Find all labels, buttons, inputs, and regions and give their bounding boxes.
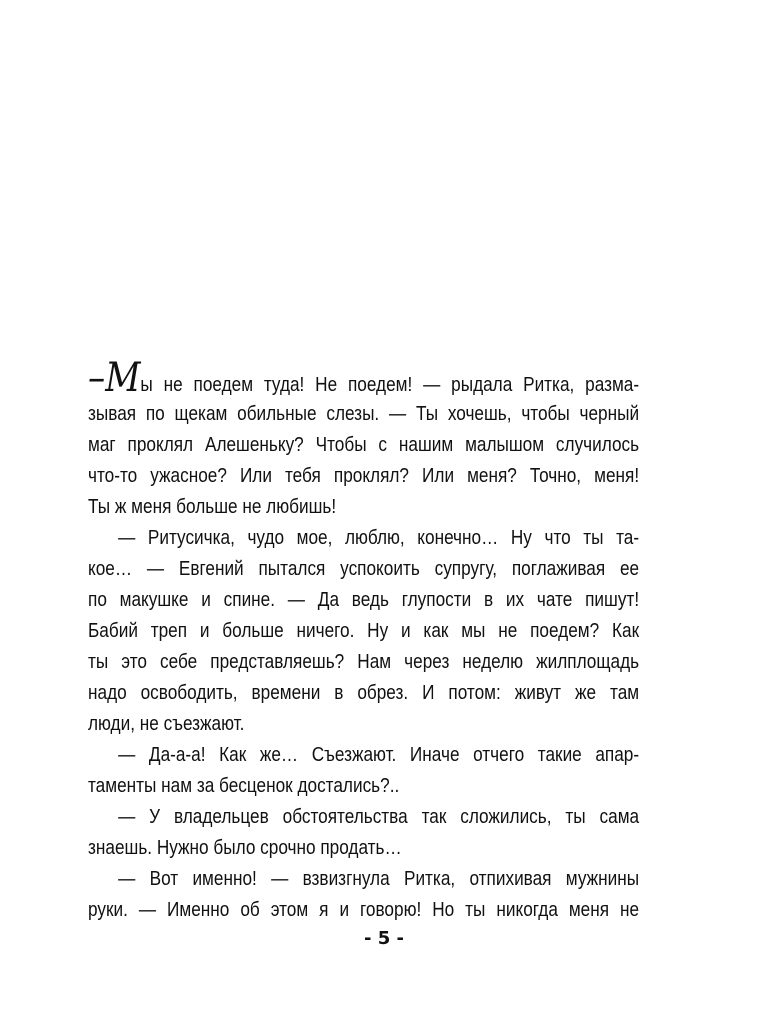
text-line: [88, 355, 640, 401]
text-line: что-то ужасное? Или тебя проклял? Или меня? Точно, меня!: [88, 465, 640, 487]
text-line: — Да-а-а! Как же… Съезжают. Иначе отчего такие апар-: [118, 744, 640, 766]
text-line: ты это себе представляешь? Нам через неделю жилплощадь: [88, 651, 640, 673]
first-line-text: ы не поедем туда! Не поедем! — рыдала Ритка, разма-: [140, 374, 640, 396]
text-line: Ты ж меня больше не любишь!: [88, 496, 337, 518]
drop-cap: –М: [88, 355, 141, 401]
page-number: - 5 -: [364, 928, 404, 949]
text-line: кое… — Евгений пытался успокоить супругу, поглаживая ее: [88, 558, 640, 580]
body-text: [88, 355, 640, 926]
text-line: — Вот именно! — взвизгнула Ритка, отпихивая мужнины: [118, 868, 640, 890]
text-line: Бабий треп и больше ничего. Ну и как мы не поедем? Как: [88, 620, 640, 642]
text-line: зывая по щекам обильные слезы. — Ты хочешь, чтобы черный: [88, 403, 640, 425]
text-line: люди, не съезжают.: [88, 713, 245, 735]
text-line: знаешь. Нужно было срочно продать…: [88, 837, 402, 859]
text-line: руки. — Именно об этом я и говорю! Но ты никогда меня не: [88, 899, 640, 921]
text-line: — У владельцев обстоятельства так сложились, ты сама: [118, 806, 640, 828]
text-line: надо освободить, времени в обрез. И потом: живут же там: [88, 682, 640, 704]
text-line: — Ритусичка, чудо мое, люблю, конечно… Ну что ты та-: [118, 527, 640, 549]
text-line: таменты нам за бесценок достались?..: [88, 775, 400, 797]
text-line: маг проклял Алешеньку? Чтобы с нашим малышом случилось: [88, 434, 640, 456]
text-line: по макушке и спине. — Да ведь глупости в их чате пишут!: [88, 589, 640, 611]
